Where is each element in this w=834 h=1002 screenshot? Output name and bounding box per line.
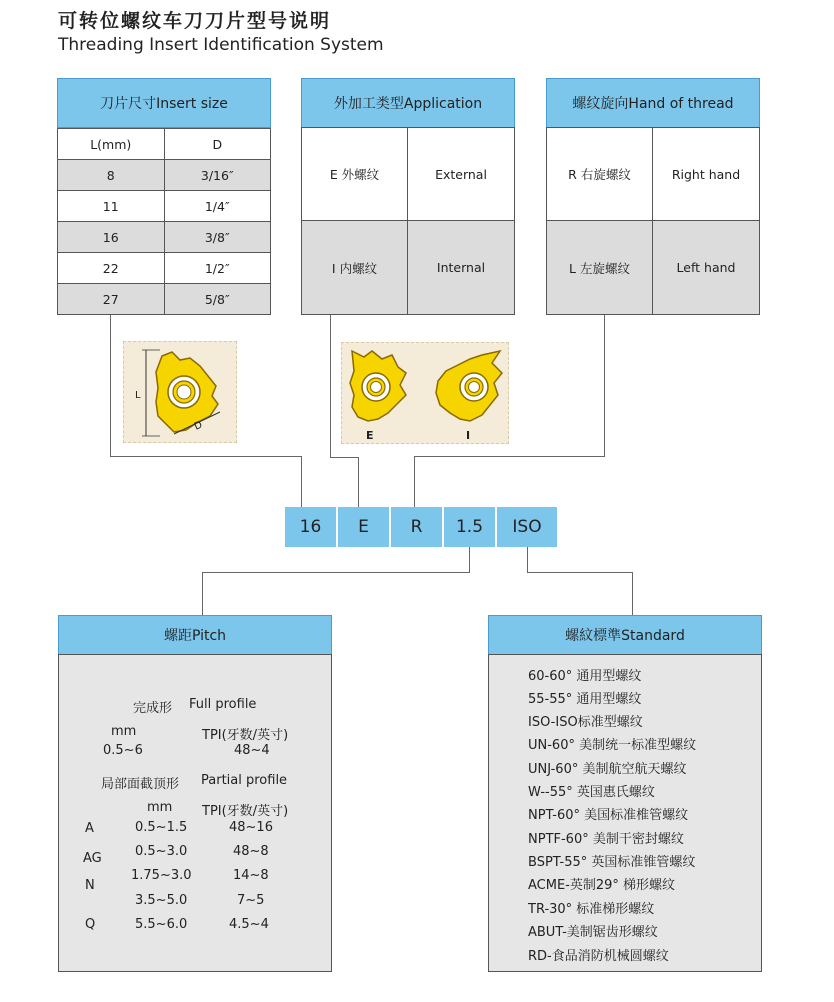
application-cell-cn <box>302 221 408 314</box>
standard-title: 螺紋標準Standard <box>565 628 685 644</box>
external-insert-icon <box>350 351 406 421</box>
label-i: I <box>466 429 471 442</box>
partial-tpi-value: 14~8 <box>233 868 269 883</box>
standard-item: ACME-英制29° 梯形螺纹 <box>528 878 676 893</box>
application-table <box>301 127 515 315</box>
partial-mm-value: 3.5~5.0 <box>135 893 188 908</box>
partial-tpi-value: 7~5 <box>237 893 265 908</box>
code-segment-size <box>285 507 336 547</box>
standard-item: 55-55° 通用型螺纹 <box>528 692 642 707</box>
partial-mm-value: 0.5~3.0 <box>135 844 188 859</box>
standard-item: ABUT-美制锯齿形螺纹 <box>528 925 658 940</box>
cell-text: Internal <box>436 260 486 275</box>
code-text: 16 <box>299 517 322 537</box>
hand-title: 螺纹旋向Hand of thread <box>572 96 734 112</box>
cell-text: E 外螺纹 <box>329 167 380 182</box>
partial-code: AG <box>83 851 102 866</box>
hand-cell-cn <box>547 221 653 314</box>
pitch-panel <box>58 654 332 972</box>
full-mm-value: 0.5~6 <box>103 743 143 758</box>
connector-line <box>330 457 359 458</box>
table-row <box>58 253 271 284</box>
full-profile-cn: 完成形 <box>133 701 173 716</box>
application-cell-en <box>408 221 514 314</box>
page-subtitle: Threading Insert Identification System <box>58 35 384 55</box>
col-header-l: L(mm) <box>58 129 165 160</box>
standard-item: BSPT-55° 英国标准锥管螺纹 <box>528 855 696 870</box>
label-d: D <box>192 419 205 433</box>
partial-profile-cn: 局部面截顶形 <box>101 777 180 792</box>
connector-line <box>202 572 470 573</box>
insert-ei-icon <box>342 343 510 445</box>
col-header-d: D <box>164 129 270 160</box>
full-tpi-label: TPI(牙数/英寸) <box>202 728 289 743</box>
hand-cell-en <box>653 128 759 221</box>
standard-item: UN-60° 美制统一标准型螺纹 <box>528 738 697 753</box>
standard-item: TR-30° 标准梯形螺纹 <box>528 902 655 917</box>
code-segment-pitch <box>444 507 495 547</box>
full-mm-label: mm <box>111 724 137 739</box>
partial-mm-value: 5.5~6.0 <box>135 917 188 932</box>
cell-l: 16 <box>58 222 165 253</box>
code-text: 1.5 <box>455 517 484 537</box>
insert-size-image <box>123 341 237 443</box>
cell-l: 27 <box>58 284 165 315</box>
cell-text: Left hand <box>676 260 736 275</box>
application-cell-cn <box>302 128 408 221</box>
standard-item: W--55° 英国惠氏螺纹 <box>528 785 655 800</box>
code-bar <box>285 507 557 547</box>
connector-line <box>358 457 359 508</box>
partial-mm-value: 1.75~3.0 <box>131 868 192 883</box>
connector-line <box>301 456 302 508</box>
cell-text: External <box>435 166 487 182</box>
insert-dimension-icon <box>124 342 238 444</box>
page-title: 可转位螺纹车刀刀片型号说明 <box>58 10 332 32</box>
connector-line <box>632 572 633 616</box>
pitch-header <box>58 615 332 655</box>
table-row <box>58 284 271 315</box>
table-header-row <box>58 129 271 160</box>
connector-line <box>202 572 203 616</box>
cell-text: Right hand <box>671 166 741 182</box>
code-text: ISO <box>512 517 542 537</box>
application-header <box>301 78 515 128</box>
code-text: R <box>410 517 423 537</box>
partial-profile-en: Partial profile <box>201 773 288 788</box>
standard-item: NPTF-60° 美制干密封螺纹 <box>528 832 684 847</box>
standard-item: UNJ-60° 美制航空航天螺纹 <box>528 762 687 777</box>
table-row <box>58 160 271 191</box>
cell-l: 11 <box>58 191 165 222</box>
application-title: 外加工类型Application <box>333 96 483 112</box>
code-text: E <box>358 517 369 537</box>
label-l: L <box>135 390 141 401</box>
standard-item: 60-60° 通用型螺纹 <box>528 669 642 684</box>
connector-line <box>527 547 528 573</box>
insert-size-header <box>57 78 271 128</box>
code-segment-hand <box>391 507 442 547</box>
table-row <box>58 222 271 253</box>
partial-mm-value: 0.5~1.5 <box>135 820 188 835</box>
insert-size-table <box>57 128 271 315</box>
cell-d: 1/4″ <box>164 191 270 222</box>
insert-size-title: 刀片尺寸Insert size <box>100 96 228 112</box>
partial-tpi-value: 48~16 <box>229 820 273 835</box>
standard-item: ISO-ISO标准型螺纹 <box>528 715 643 730</box>
partial-tpi-value: 4.5~4 <box>229 917 269 932</box>
hand-cell-en <box>653 221 759 314</box>
cell-d: 1/2″ <box>164 253 270 284</box>
cell-d: 5/8″ <box>164 284 270 315</box>
cell-d: 3/16″ <box>164 160 270 191</box>
standard-item: RD-食品消防机械圆螺纹 <box>528 949 669 964</box>
table-row <box>58 191 271 222</box>
cell-d: 3/8″ <box>164 222 270 253</box>
pitch-title: 螺距Pitch <box>163 628 227 644</box>
connector-line <box>414 456 415 508</box>
code-segment-standard <box>497 507 557 547</box>
cell-l: 8 <box>58 160 165 191</box>
application-image <box>341 342 509 444</box>
cell-text: L 左旋螺纹 <box>569 260 630 276</box>
internal-insert-icon <box>436 351 502 421</box>
full-tpi-value: 48~4 <box>234 743 270 758</box>
cell-text: I 内螺纹 <box>331 260 378 276</box>
partial-tpi-value: 48~8 <box>233 844 269 859</box>
standard-item: NPT-60° 美国标准椎管螺纹 <box>528 808 689 823</box>
hand-table <box>546 127 760 315</box>
partial-mm-label: mm <box>147 800 173 815</box>
partial-tpi-label: TPI(牙数/英寸) <box>202 804 289 819</box>
partial-code: Q <box>85 917 96 932</box>
full-profile-en: Full profile <box>189 697 257 712</box>
cell-text: R 右旋螺纹 <box>568 167 631 182</box>
connector-line <box>110 315 111 457</box>
partial-code: N <box>85 878 95 893</box>
cell-l: 22 <box>58 253 165 284</box>
connector-line <box>527 572 633 573</box>
connector-line <box>469 547 470 573</box>
label-e: E <box>366 429 374 442</box>
standard-header <box>488 615 762 655</box>
hand-header <box>546 78 760 128</box>
connector-line <box>414 456 605 457</box>
connector-line <box>110 456 302 457</box>
connector-line <box>330 315 331 458</box>
code-segment-application <box>338 507 389 547</box>
hand-cell-cn <box>547 128 653 221</box>
application-cell-en <box>408 128 514 221</box>
connector-line <box>604 315 605 457</box>
partial-code: A <box>85 821 94 836</box>
